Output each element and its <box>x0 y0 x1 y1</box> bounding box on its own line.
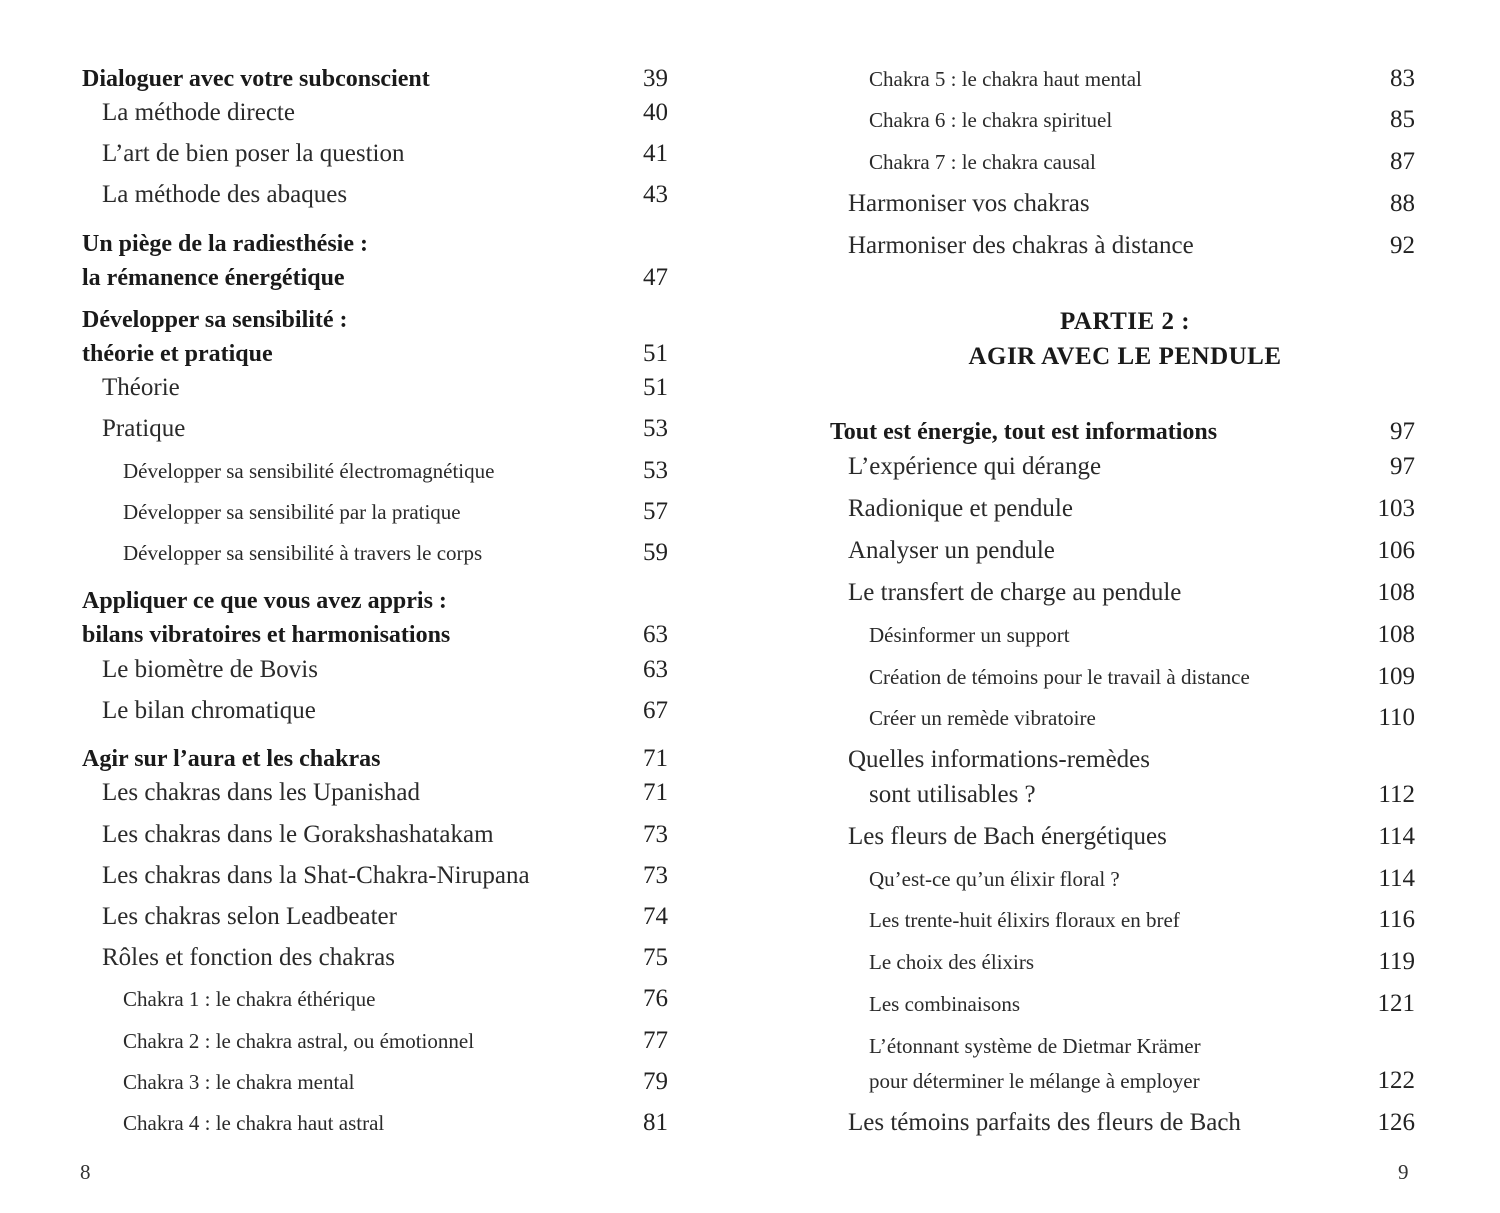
toc-entry[interactable] <box>82 303 600 337</box>
toc-entry[interactable] <box>123 454 600 488</box>
toc-page-number[interactable]: 81 <box>643 1109 668 1136</box>
toc-entry-title: Agir sur l’aura et les chakras <box>82 742 388 776</box>
toc-entry[interactable] <box>123 1024 600 1058</box>
toc-entry-title: Le bilan chromatique <box>102 694 324 728</box>
part-heading-line2: AGIR AVEC LE PENDULE <box>968 343 1282 370</box>
toc-entry[interactable] <box>102 178 600 212</box>
toc-page-number[interactable]: 43 <box>643 181 668 208</box>
toc-page-number[interactable]: 73 <box>643 821 668 848</box>
toc-entry[interactable] <box>848 576 1343 610</box>
toc-entry[interactable] <box>123 1106 600 1140</box>
toc-entry[interactable] <box>102 653 600 687</box>
toc-entry-title: Tout est énergie, tout est informations <box>830 415 1225 449</box>
toc-entry-title: Rôles et fonction des chakras <box>102 941 403 975</box>
toc-entry[interactable] <box>869 945 1343 979</box>
toc-entry-title: Les témoins parfaits des fleurs de Bach <box>848 1106 1249 1140</box>
toc-entry-title: Les chakras dans les Upanishad <box>102 776 428 810</box>
toc-entry[interactable] <box>869 660 1343 694</box>
toc-entry-title: sont utilisables ? <box>869 778 1044 812</box>
toc-entry-title: L’expérience qui dérange <box>848 450 1109 484</box>
toc-entry-title: bilans vibratoires et harmonisations <box>82 618 458 652</box>
toc-entry-title: pour déterminer le mélange à employer <box>869 1064 1208 1098</box>
toc-page-number[interactable]: 77 <box>643 1027 668 1054</box>
toc-entry[interactable] <box>848 187 1343 221</box>
toc-page-number[interactable]: 41 <box>643 140 668 167</box>
toc-entry[interactable] <box>869 103 1343 137</box>
toc-entry[interactable] <box>123 495 600 529</box>
toc-page-number[interactable]: 97 <box>1390 453 1415 480</box>
toc-page-number[interactable]: 119 <box>1378 948 1415 975</box>
toc-entry-title: Dialoguer avec votre subconscient <box>82 62 438 96</box>
toc-entry-title: Les chakras dans le Gorakshashatakam <box>102 818 502 852</box>
toc-entry-title: Chakra 5 : le chakra haut mental <box>869 62 1150 96</box>
toc-entry[interactable] <box>848 534 1343 568</box>
toc-entry[interactable] <box>869 701 1343 735</box>
toc-entry[interactable] <box>869 903 1343 937</box>
toc-page-number[interactable]: 88 <box>1390 190 1415 217</box>
toc-entry[interactable] <box>82 261 600 295</box>
toc-page-number[interactable]: 53 <box>643 457 668 484</box>
toc-entry[interactable] <box>848 229 1343 263</box>
toc-entry-title: La méthode directe <box>102 96 303 130</box>
toc-entry-title: Chakra 1 : le chakra éthérique <box>123 982 383 1016</box>
toc-page-number[interactable]: 87 <box>1390 148 1415 175</box>
toc-entry-title: Les trente-huit élixirs floraux en bref <box>869 903 1188 937</box>
toc-entry[interactable] <box>869 987 1343 1021</box>
toc-entry-title: Création de témoins pour le travail à distance <box>869 660 1258 694</box>
toc-entry-title: Chakra 2 : le chakra astral, ou émotionnel <box>123 1024 482 1058</box>
toc-page-number[interactable]: 73 <box>643 862 668 889</box>
toc-entry[interactable] <box>848 1106 1343 1140</box>
toc-entry-title: Qu’est-ce qu’un élixir floral ? <box>869 862 1128 896</box>
toc-entry[interactable] <box>102 941 600 975</box>
toc-page-number[interactable]: 47 <box>643 264 668 291</box>
toc-entry[interactable] <box>82 337 600 371</box>
toc-page-number[interactable]: 85 <box>1390 106 1415 133</box>
toc-page-number[interactable]: 121 <box>1377 990 1415 1017</box>
page-number-right: 9 <box>1398 1160 1409 1184</box>
toc-entry-title: Développer sa sensibilité par la pratique <box>123 495 469 529</box>
toc-entry-title: Chakra 7 : le chakra causal <box>869 145 1104 179</box>
toc-entry-title: Développer sa sensibilité à travers le corps <box>123 536 490 570</box>
toc-entry-title: Le biomètre de Bovis <box>102 653 326 687</box>
toc-page-number[interactable]: 63 <box>643 656 668 683</box>
toc-page-number[interactable]: 57 <box>643 498 668 525</box>
toc-entry[interactable] <box>82 584 600 618</box>
toc-entry-title: Le transfert de charge au pendule <box>848 576 1189 610</box>
toc-page-number[interactable]: 51 <box>643 340 668 367</box>
toc-page-number[interactable]: 74 <box>643 903 668 930</box>
toc-entry-title: Un piège de la radiesthésie : <box>82 227 376 261</box>
toc-page-number[interactable]: 116 <box>1378 906 1415 933</box>
toc-entry-title: Chakra 4 : le chakra haut astral <box>123 1106 392 1140</box>
toc-page-number[interactable]: 40 <box>643 99 668 126</box>
toc-entry-title: Désinformer un support <box>869 618 1078 652</box>
toc-entry-title: Harmoniser vos chakras <box>848 187 1098 221</box>
toc-entry[interactable] <box>102 818 600 852</box>
toc-page-number[interactable]: 126 <box>1377 1109 1415 1136</box>
toc-entry[interactable] <box>869 145 1343 179</box>
toc-entry-title: Les fleurs de Bach énergétiques <box>848 820 1175 854</box>
toc-page-number[interactable]: 79 <box>643 1068 668 1095</box>
toc-entry[interactable] <box>869 1064 1343 1098</box>
toc-page-number[interactable]: 75 <box>643 944 668 971</box>
toc-entry[interactable] <box>102 412 600 446</box>
toc-entry-title: Créer un remède vibratoire <box>869 701 1104 735</box>
toc-entry[interactable] <box>848 450 1343 484</box>
toc-page-number[interactable]: 109 <box>1377 663 1415 690</box>
toc-entry-title: Radionique et pendule <box>848 492 1081 526</box>
toc-page-number[interactable]: 53 <box>643 415 668 442</box>
toc-entry[interactable] <box>102 96 600 130</box>
toc-page-number[interactable]: 39 <box>643 65 668 92</box>
toc-page-number[interactable]: 71 <box>643 779 668 806</box>
toc-entry[interactable] <box>102 859 600 893</box>
toc-entry[interactable] <box>869 1029 1343 1063</box>
toc-entry[interactable] <box>869 618 1343 652</box>
toc-page-number[interactable]: 110 <box>1378 704 1415 731</box>
toc-entry-title: L’art de bien poser la question <box>102 137 412 171</box>
toc-entry[interactable] <box>82 742 600 776</box>
toc-page-number[interactable]: 83 <box>1390 65 1415 92</box>
toc-page-number[interactable]: 92 <box>1390 232 1415 259</box>
toc-entry[interactable] <box>869 862 1343 896</box>
toc-entry[interactable] <box>82 618 600 652</box>
toc-entry[interactable] <box>123 536 600 570</box>
toc-entry-title: Analyser un pendule <box>848 534 1063 568</box>
toc-page-number[interactable]: 108 <box>1377 579 1415 606</box>
toc-entry-title: Les chakras selon Leadbeater <box>102 900 405 934</box>
toc-page-number[interactable]: 103 <box>1377 495 1415 522</box>
toc-entry-title: L’étonnant système de Dietmar Krämer <box>869 1029 1209 1063</box>
toc-page-number[interactable]: 114 <box>1378 865 1415 892</box>
toc-page-number[interactable]: 63 <box>643 621 668 648</box>
toc-entry-title: Les chakras dans la Shat-Chakra-Nirupana <box>102 859 538 893</box>
toc-page-number[interactable]: 51 <box>643 374 668 401</box>
toc-page-number[interactable]: 59 <box>643 539 668 566</box>
toc-entry[interactable] <box>102 900 600 934</box>
toc-entry-title: la rémanence énergétique <box>82 261 353 295</box>
toc-page-number[interactable]: 122 <box>1377 1067 1415 1094</box>
toc-page-number[interactable]: 112 <box>1378 781 1415 808</box>
toc-entry-title: Harmoniser des chakras à distance <box>848 229 1202 263</box>
toc-page-number[interactable]: 76 <box>643 985 668 1012</box>
toc-entry[interactable] <box>102 776 600 810</box>
toc-entry[interactable] <box>102 694 600 728</box>
right-page <box>750 0 1500 1213</box>
toc-entry[interactable] <box>869 62 1343 96</box>
toc-entry[interactable] <box>848 492 1343 526</box>
toc-entry[interactable] <box>82 227 600 261</box>
toc-page-number[interactable]: 71 <box>643 745 668 772</box>
toc-entry[interactable] <box>82 62 600 96</box>
toc-page-number[interactable]: 108 <box>1377 621 1415 648</box>
toc-entry[interactable] <box>123 1065 600 1099</box>
toc-entry-title: Les combinaisons <box>869 987 1028 1021</box>
toc-entry[interactable] <box>848 820 1343 854</box>
toc-entry-title: Développer sa sensibilité : <box>82 303 356 337</box>
toc-entry-title: La méthode des abaques <box>102 178 355 212</box>
toc-entry-title: Développer sa sensibilité électromagnétique <box>123 454 502 488</box>
toc-page-number[interactable]: 114 <box>1378 823 1415 850</box>
toc-entry[interactable] <box>830 415 1343 449</box>
toc-entry-title: Théorie <box>102 371 188 405</box>
toc-entry-title: Appliquer ce que vous avez appris : <box>82 584 455 618</box>
toc-entry[interactable] <box>848 743 1343 777</box>
toc-page-number[interactable]: 106 <box>1377 537 1415 564</box>
part-heading-line1: PARTIE 2 : <box>1059 308 1191 335</box>
toc-entry-title: Chakra 6 : le chakra spirituel <box>869 103 1120 137</box>
toc-entry[interactable] <box>869 778 1343 812</box>
toc-entry-title: théorie et pratique <box>82 337 281 371</box>
toc-entry-title: Chakra 3 : le chakra mental <box>123 1065 362 1099</box>
toc-entry[interactable] <box>102 137 600 171</box>
toc-entry-title: Le choix des élixirs <box>869 945 1042 979</box>
toc-entry[interactable] <box>123 982 600 1016</box>
toc-entry-title: Pratique <box>102 412 193 446</box>
toc-entry[interactable] <box>102 371 600 405</box>
toc-page-number[interactable]: 97 <box>1390 418 1415 445</box>
toc-page-number[interactable]: 67 <box>643 697 668 724</box>
page-number-left: 8 <box>80 1160 91 1184</box>
toc-entry-title: Quelles informations-remèdes <box>848 743 1158 777</box>
